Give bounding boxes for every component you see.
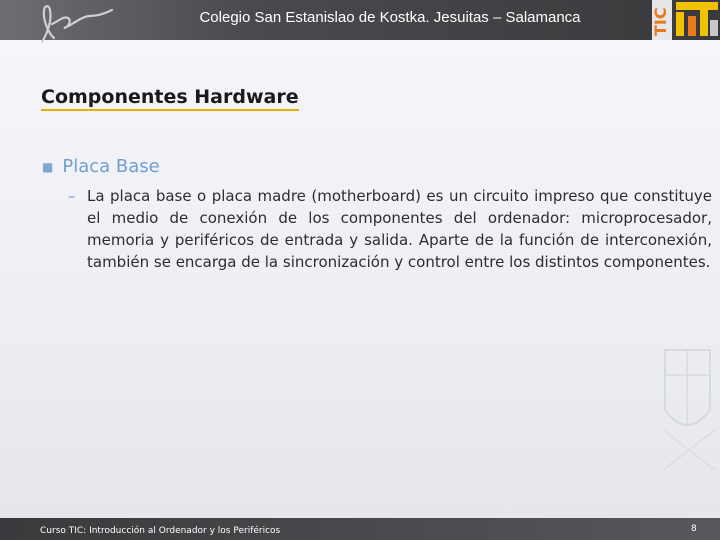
- svg-text:TIC: TIC: [651, 7, 670, 36]
- slide-title: Componentes Hardware: [41, 86, 299, 111]
- sub-bullet-text: La placa base o placa madre (motherboard) es un circuito impreso que constituye el medio de conexión de los componentes del ordenador: microprocesador, memoria y periféricos de entrada y salida. Aparte de la función de interconexión, también se encarga de la sincronización y control entre los distintos componentes.: [87, 187, 712, 271]
- sub-bullet-paragraph: [68, 185, 712, 273]
- footer-course-text: Curso TIC: Introducción al Ordenador y los Periféricos: [40, 526, 281, 536]
- dash-bullet-icon: –: [68, 187, 76, 205]
- bullet-label: Placa Base: [62, 156, 160, 177]
- bullet-item: [42, 156, 160, 177]
- tic-badge-icon: [650, 0, 720, 42]
- footer-bar: [0, 518, 720, 540]
- square-bullet-icon: ■: [42, 159, 54, 174]
- header-bar: [0, 0, 720, 40]
- page-number: 8: [691, 524, 697, 534]
- header-title: Colegio San Estanislao de Kostka. Jesuitas – Salamanca: [199, 9, 581, 26]
- school-crest-watermark-icon: [655, 330, 720, 480]
- signature-logo-icon: [34, 2, 114, 48]
